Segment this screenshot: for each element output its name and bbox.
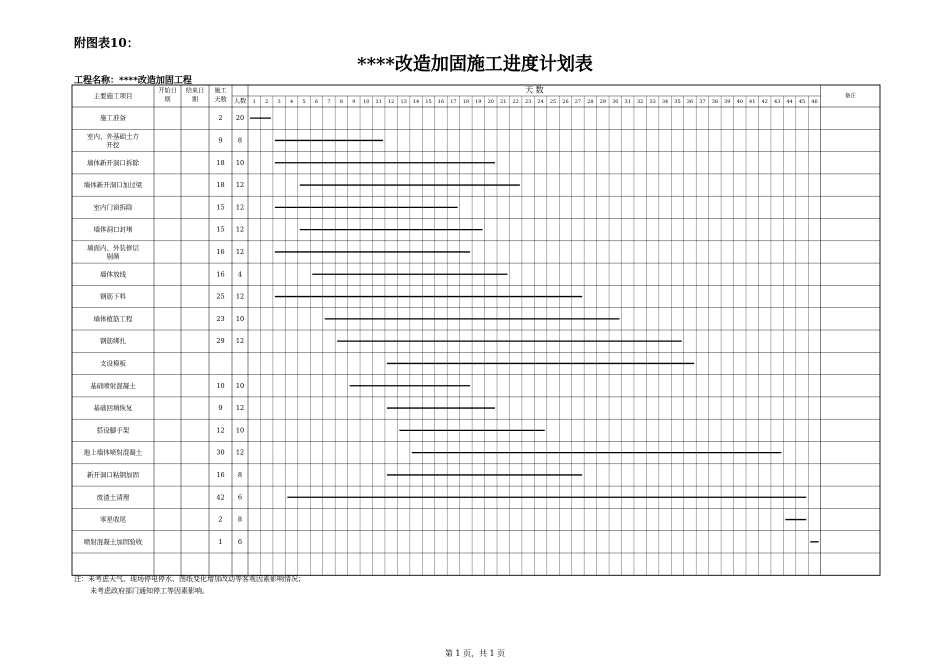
task-duration: 2 (218, 114, 223, 123)
day-number: 42 (761, 99, 768, 105)
day-number: 33 (649, 99, 656, 105)
task-workers: 12 (235, 203, 245, 212)
header-workers: 人数 (233, 98, 247, 105)
day-number: 11 (375, 99, 382, 105)
task-name: 室内、外基础土方 (87, 132, 139, 141)
day-number: 20 (487, 99, 494, 105)
note-line-1: 注：未考虑天气、现场停电停水、图纸变化增加改动等客观因素影响情况； (74, 575, 305, 583)
task-workers: 8 (237, 136, 243, 145)
task-duration: 15 (216, 225, 225, 234)
task-name: 基础回填恢复 (93, 404, 133, 413)
task-duration: 18 (216, 181, 225, 190)
task-workers: 12 (235, 337, 245, 346)
task-duration: 18 (216, 158, 225, 167)
task-duration: 16 (216, 470, 225, 479)
task-duration: 42 (216, 493, 225, 502)
page-footer: 第 1 页，共 1 页 (444, 649, 506, 658)
task-duration: 12 (216, 426, 225, 435)
task-name: 剔凿 (106, 252, 120, 261)
day-number: 15 (425, 99, 432, 105)
day-number: 24 (537, 99, 544, 105)
header-start: 开始日 (158, 87, 177, 95)
header-end: 结束日 (185, 87, 205, 95)
day-number: 22 (512, 99, 519, 105)
header-item: 主要施工项目 (93, 92, 133, 100)
project-name: 工程名称：****改造加固工程 (74, 76, 192, 86)
header-end-2: 期 (191, 96, 199, 104)
day-number: 29 (599, 99, 607, 105)
task-name: 施工准备 (100, 114, 126, 123)
note-line-2: 未考虑政府部门通知停工等因素影响。 (90, 587, 209, 595)
task-workers: 12 (235, 404, 245, 413)
header-start-2: 期 (164, 96, 171, 104)
day-number: 38 (711, 99, 719, 105)
day-number: 44 (786, 99, 793, 105)
day-number: 40 (736, 99, 743, 105)
day-number: 14 (412, 99, 420, 105)
task-name: 墙体植筋工程 (93, 314, 133, 323)
day-number: 37 (699, 99, 706, 105)
task-name: 喷射混凝土加固验收 (83, 537, 143, 546)
day-number: 10 (363, 99, 370, 105)
task-name: 零星收尾 (100, 515, 126, 524)
day-number: 34 (661, 99, 669, 105)
task-duration: 25 (216, 292, 225, 301)
day-number: 30 (612, 99, 619, 105)
day-number: 28 (587, 99, 594, 105)
task-name: 墙体新开洞口拆除 (87, 158, 139, 167)
task-duration: 29 (216, 337, 225, 346)
day-number: 5 (302, 99, 306, 105)
task-name: 墙体洞口封堵 (93, 225, 133, 234)
task-duration: 15 (216, 203, 225, 212)
task-name: 开挖 (106, 140, 120, 149)
task-workers: 10 (235, 314, 245, 323)
day-number: 45 (798, 99, 806, 105)
day-number: 27 (574, 99, 582, 105)
day-number: 9 (352, 99, 356, 105)
task-name: 基础喷射混凝土 (90, 381, 136, 390)
day-number: 43 (773, 99, 781, 105)
header-duration: 施工 (214, 87, 227, 95)
day-number: 16 (437, 99, 445, 105)
day-number: 13 (400, 99, 407, 105)
day-number: 8 (339, 99, 343, 105)
task-duration: 9 (218, 136, 223, 145)
day-number: 7 (327, 99, 331, 105)
day-number: 18 (462, 99, 470, 105)
day-number: 41 (749, 99, 756, 105)
appendix-label: 附图表10： (74, 36, 139, 50)
day-number: 31 (624, 99, 631, 105)
day-number: 17 (450, 99, 457, 105)
task-duration: 1 (218, 537, 223, 546)
day-number: 4 (289, 99, 294, 105)
task-name: 墙体新开洞口加过梁 (83, 181, 143, 190)
task-workers: 12 (235, 181, 245, 190)
task-name: 墙面内、外装修层 (87, 243, 139, 252)
header-days: 天 数 (525, 85, 544, 95)
page-title: ****改造加固施工进度计划表 (357, 54, 593, 75)
task-duration: 9 (218, 404, 223, 413)
task-workers: 20 (235, 114, 245, 123)
day-number: 46 (811, 99, 818, 105)
day-number: 36 (686, 99, 694, 105)
task-workers: 12 (235, 225, 245, 234)
day-number: 12 (387, 99, 395, 105)
header-remarks: 备注 (844, 93, 856, 100)
task-workers: 6 (237, 493, 243, 502)
task-workers: 10 (235, 426, 245, 435)
task-workers: 12 (235, 448, 245, 457)
task-workers: 4 (237, 270, 243, 279)
day-number: 1 (252, 99, 256, 105)
task-duration: 10 (216, 381, 225, 390)
task-name: 钢筋下料 (100, 292, 126, 301)
day-number: 3 (277, 99, 281, 105)
day-number: 6 (314, 99, 319, 105)
task-name: 室内门窗拆除 (93, 203, 133, 212)
task-duration: 30 (216, 448, 225, 457)
task-workers: 10 (235, 381, 245, 390)
task-name: 新开洞口粘钢加固 (87, 470, 139, 479)
day-number: 21 (500, 99, 507, 105)
task-duration: 23 (216, 314, 225, 323)
task-workers: 6 (237, 537, 243, 546)
task-name: 钢筋绑扎 (100, 337, 126, 346)
day-number: 39 (724, 99, 731, 105)
day-number: 32 (636, 99, 644, 105)
task-name: 地上墙体喷射混凝土 (83, 448, 143, 457)
task-name: 废渣土清理 (96, 493, 130, 502)
task-workers: 8 (237, 515, 243, 524)
day-number: 19 (475, 99, 482, 105)
day-number: 2 (265, 99, 269, 105)
day-number: 26 (562, 99, 569, 105)
task-workers: 10 (235, 158, 245, 167)
day-number: 25 (549, 99, 557, 105)
task-name: 支设模板 (100, 359, 126, 368)
day-number: 23 (524, 99, 532, 105)
task-workers: 12 (235, 292, 245, 301)
task-workers: 8 (237, 470, 243, 479)
task-workers: 12 (235, 247, 245, 256)
task-duration: 16 (216, 247, 225, 256)
header-duration-2: 天数 (214, 96, 227, 104)
task-name: 搭设脚手架 (96, 426, 130, 435)
task-duration: 16 (216, 270, 225, 279)
task-name: 墙体放线 (100, 270, 126, 279)
day-number: 35 (674, 99, 681, 105)
task-duration: 2 (218, 515, 223, 524)
